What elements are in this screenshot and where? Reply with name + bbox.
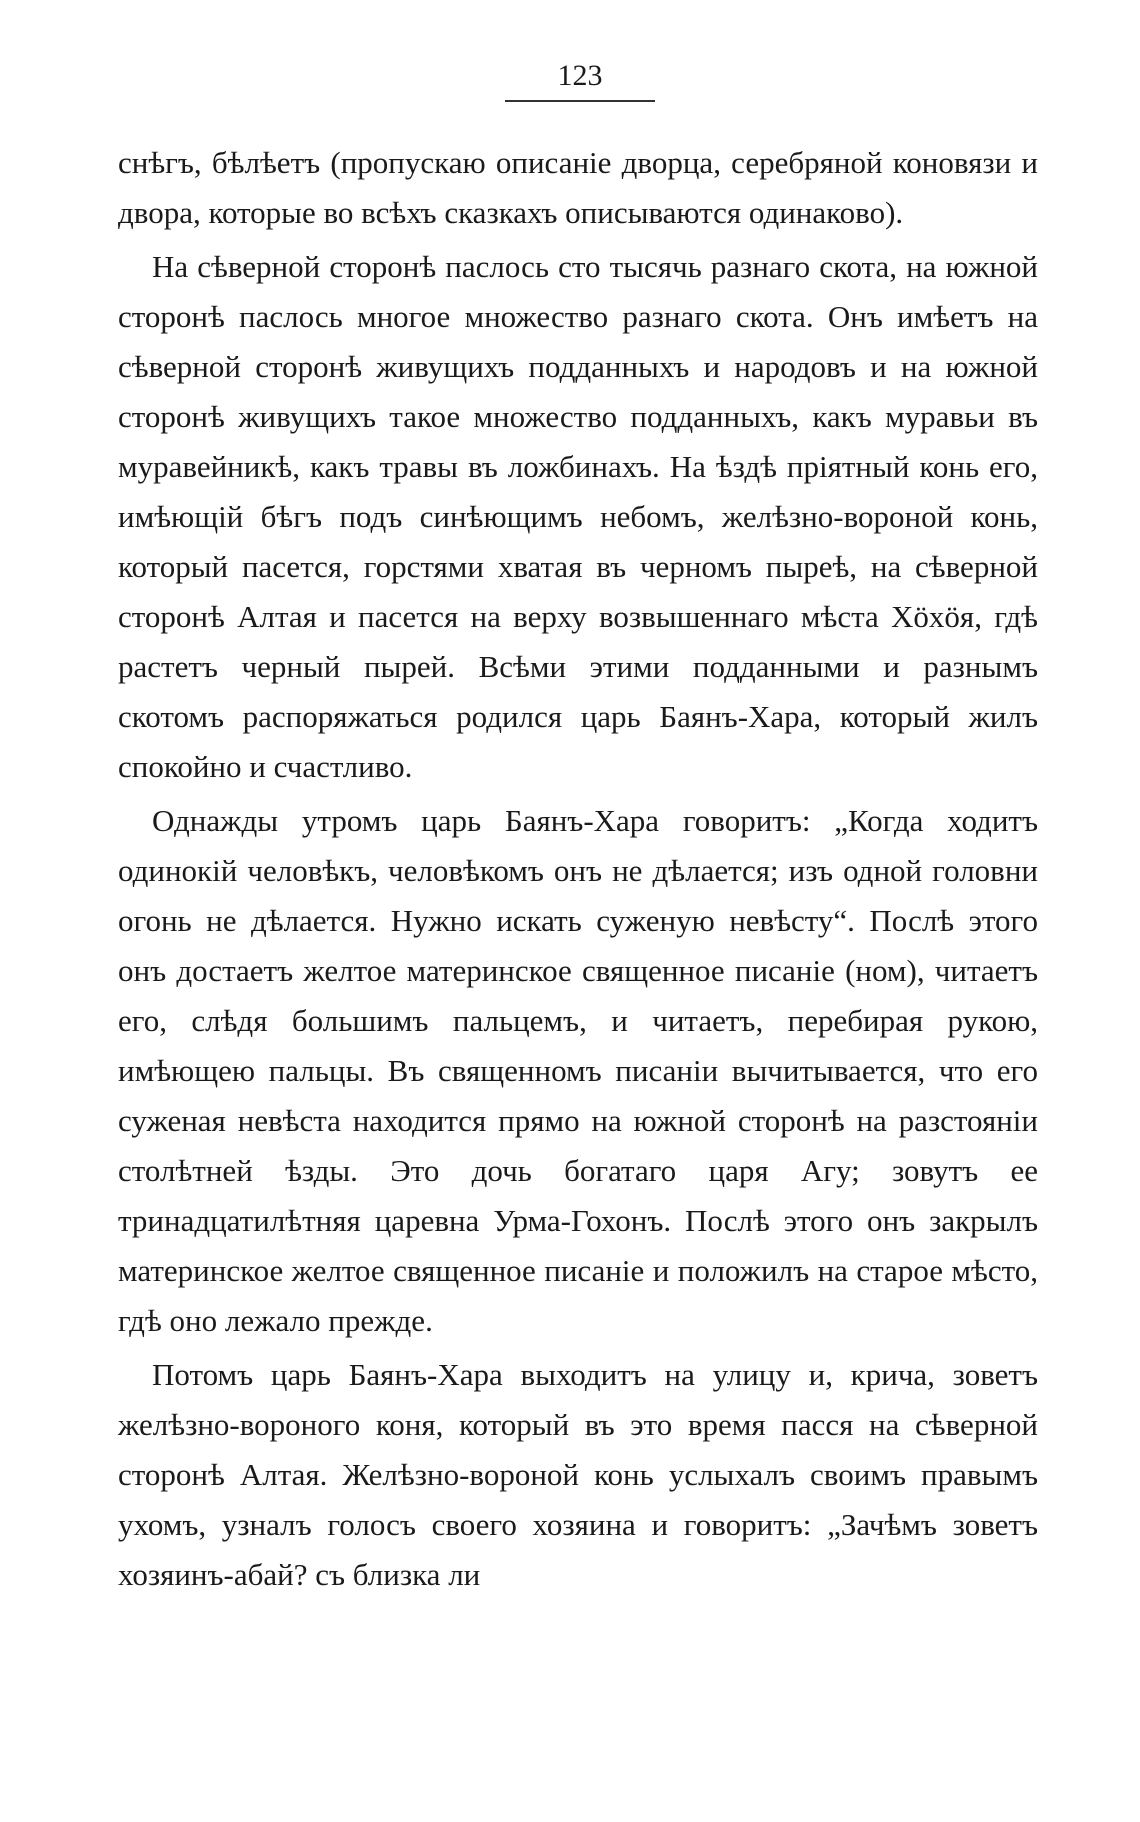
paragraph: Однажды утромъ царь Баянъ-Хара говоритъ: „Когда ходитъ одинокій человѣкъ, человѣкомъ онъ не дѣлается; изъ одной головни огонь не дѣлается. Нужно искать суженую невѣсту“. Послѣ этого онъ достаетъ желтое материнское священное писаніе (ном), читаетъ его, слѣдя большимъ пальцемъ, и читаетъ, перебирая рукою, имѣющею пальцы. Въ священномъ писаніи вычитывается, что его суженая невѣста находится прямо на южной сторонѣ на разстояніи столѣтней ѣзды. Это дочь богатаго царя Агу; зовутъ ее тринадцатилѣтняя царевна Урма-Гохонъ. Послѣ этого онъ закрылъ материнское желтое священное писаніе и положилъ на старое мѣсто, гдѣ оно лежало прежде.: [118, 803, 1038, 1338]
paragraph: На сѣверной сторонѣ паслось сто тысячь разнаго скота, на южной сторонѣ паслось многое множество разнаго скота. Онъ имѣетъ на сѣверной сторонѣ живущихъ подданныхъ и народовъ и на южной сторонѣ живущихъ такое множество подданныхъ, какъ муравьи въ муравейникѣ, какъ травы въ ложбинахъ. На ѣздѣ пріятный конь его, имѣющій бѣгъ подъ синѣющимъ небомъ, желѣзно-вороной конь, который пасется, горстями хватая въ черномъ пыреѣ, на сѣверной сторонѣ Алтая и пасется на верху возвышеннаго мѣста Хöхöя, гдѣ растетъ черный пырей. Всѣми этими подданными и разнымъ скотомъ распоряжаться родился царь Баянъ-Хара, который жилъ спокойно и счастливо.: [118, 249, 1038, 784]
body-text: [118, 138, 1038, 1604]
paragraph-continued: снѣгъ, бѣлѣетъ (пропускаю описаніе дворца, серебряной коновязи и двора, которые во всѣхъ сказкахъ описываются одинаково).: [118, 145, 1038, 230]
page-number: 123: [557, 59, 603, 92]
page-number-rule: [505, 100, 655, 102]
paragraph: Потомъ царь Баянъ-Хара выходитъ на улицу и, крича, зоветъ желѣзно-вороного коня, который въ это время пасся на сѣверной сторонѣ Алтая. Желѣзно-вороной конь услыхалъ своимъ правымъ ухомъ, узналъ голосъ своего хозяина и говоритъ: „Зачѣмъ зоветъ хозяинъ-абай? съ близка ли: [118, 1357, 1038, 1592]
